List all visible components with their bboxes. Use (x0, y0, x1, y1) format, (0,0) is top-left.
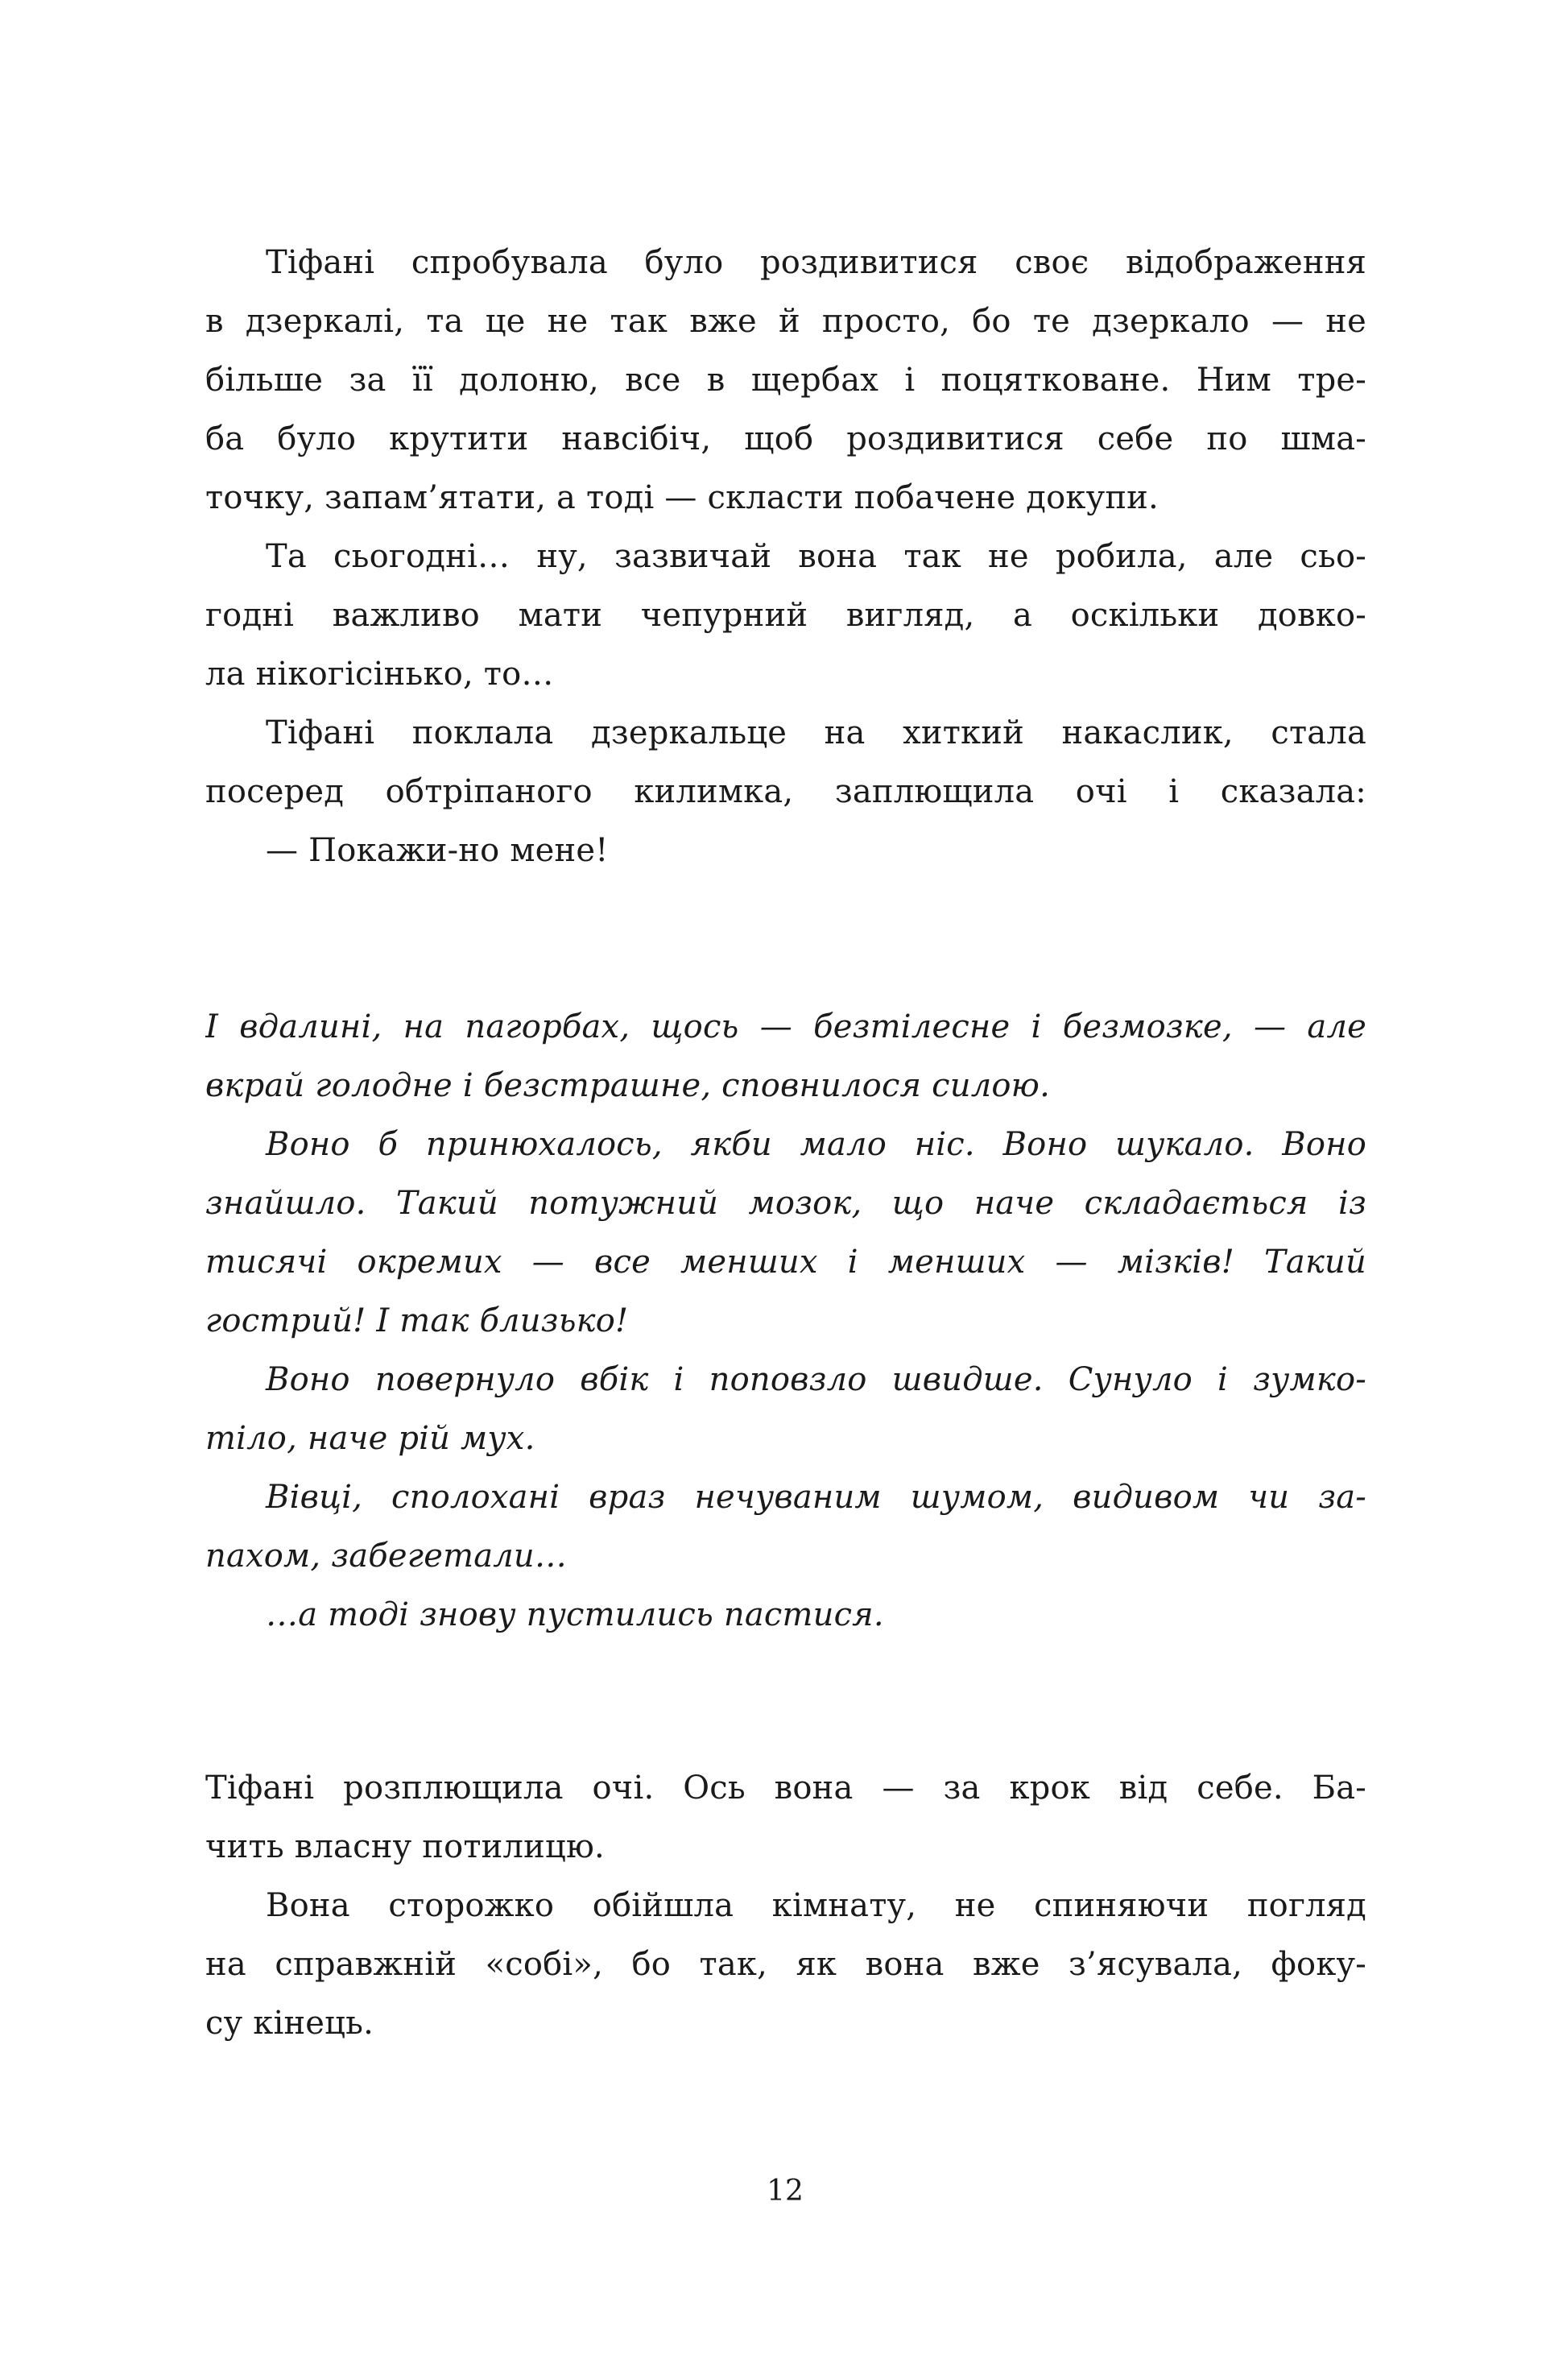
page-number: 12 (767, 2175, 804, 2208)
text-line: в дзеркалі, та це не так вже й просто, бо те дзеркало — не (205, 303, 1366, 340)
text-line: посеред обтріпаного килимка, заплющила очі і сказала: (205, 773, 1366, 810)
text-line: Воно б принюхалось, якби мало ніс. Воно шукало. Воно (266, 1126, 1366, 1163)
text-line: гострий! І так близько! (205, 1302, 629, 1339)
text-line: …а тоді знову пустились пастися. (266, 1596, 884, 1633)
text-line: вкрай голодне і безстрашне, сповнилося силою. (205, 1067, 1050, 1104)
text-line: Тіфані розплющила очі. Ось вона — за крок від себе. Ба- (205, 1769, 1366, 1807)
text-line: тіло, наче рій мух. (205, 1420, 535, 1457)
text-line: І вдалині, на пагорбах, щось — безтілесне і безмозке, — але (205, 1008, 1366, 1045)
text-line: на справжній «собі», бо так, як вона вже з’ясувала, фоку- (205, 1946, 1366, 1983)
text-line: точку, запам’ятати, а тоді — скласти побачене докупи. (205, 479, 1159, 516)
text-line: Тіфані поклала дзеркальце на хиткий накаслик, стала (266, 714, 1366, 751)
text-line: тисячі окремих — все менших і менших — мізків! Такий (205, 1244, 1366, 1281)
text-line: Тіфані спробувала було роздивитися своє відображення (266, 244, 1366, 281)
text-line: пахом, забегетали… (205, 1538, 568, 1575)
text-line: чить власну потилицю. (205, 1828, 605, 1865)
text-line: су кінець. (205, 2005, 374, 2042)
text-line: Вівці, сполохані враз нечуваним шумом, видивом чи за- (266, 1479, 1366, 1516)
text-line: ла нікогісінько, то… (205, 656, 554, 693)
text-line: ба було крутити навсібіч, щоб роздивитися себе по шма- (205, 420, 1366, 457)
text-line: більше за її долоню, все в щербах і поцятковане. Ним тре- (205, 362, 1366, 399)
text-line: Воно повернуло вбік і поповзло швидше. Сунуло і зумко- (266, 1361, 1366, 1398)
text-line: знайшло. Такий потужний мозок, що наче складається із (205, 1185, 1366, 1222)
text-line: Та сьогодні… ну, зазвичай вона так не робила, але сьо- (266, 538, 1366, 575)
text-line: годні важливо мати чепурний вигляд, а оскільки довко- (205, 597, 1366, 634)
dialogue-line: — Покажи-но мене! (266, 832, 609, 869)
text-line: Вона сторожко обійшла кімнату, не спиняючи погляд (266, 1887, 1366, 1924)
